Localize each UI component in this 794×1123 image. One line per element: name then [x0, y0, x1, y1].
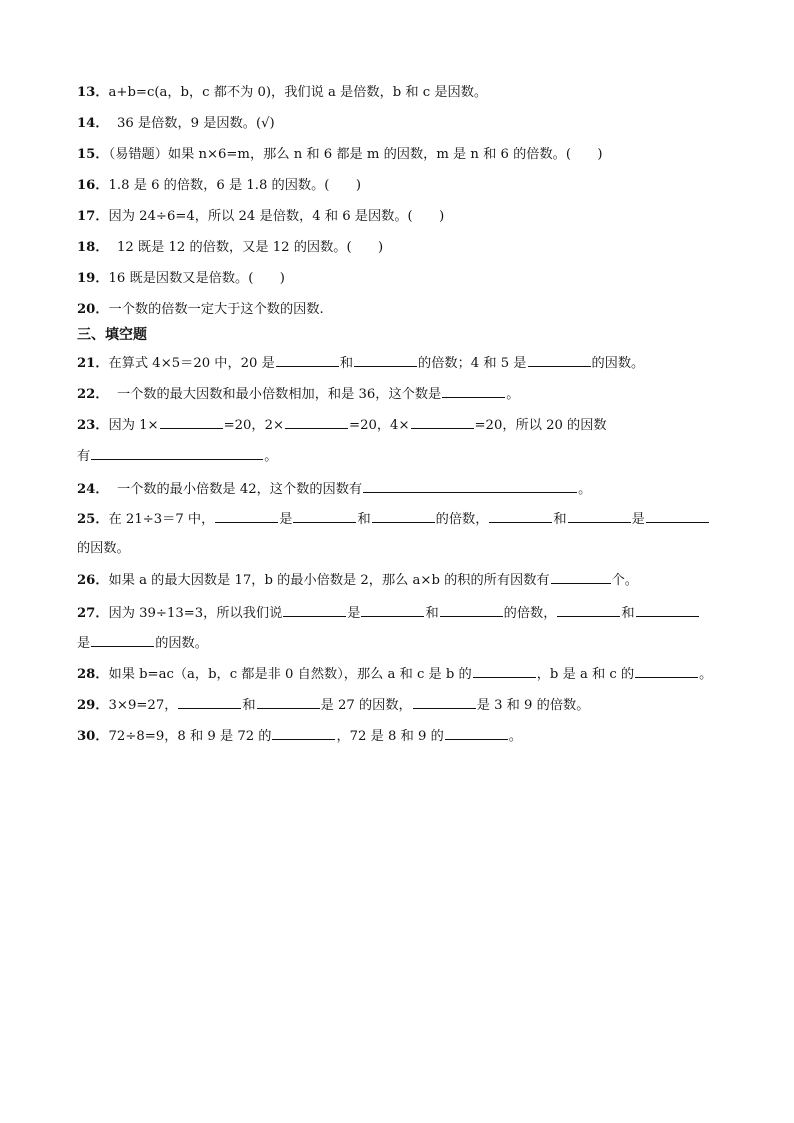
- question-23-continued: 有 。: [77, 446, 724, 466]
- answer-blank[interactable]: [283, 603, 346, 617]
- answer-blank[interactable]: [372, 509, 435, 523]
- answer-blank[interactable]: [363, 479, 577, 493]
- question-19: 19．16 既是因数又是倍数。( ): [77, 271, 285, 286]
- question-29: 29．3×9=27， 和 是 27 的因数， 是 3 和 9 的倍数。: [77, 695, 724, 715]
- answer-blank[interactable]: [354, 353, 417, 367]
- answer-blank[interactable]: [272, 726, 335, 740]
- question-17: 17．因为 24÷6=4，所以 24 是倍数，4 和 6 是因数。( ): [77, 209, 445, 224]
- question-15: 15．（易错题）如果 n×6=m，那么 n 和 6 都是 m 的因数，m 是 n 和 6 的倍数。( ): [77, 147, 603, 162]
- question-27: 27．因为 39÷13=3，所以我们说 是 和 的倍数， 和: [77, 603, 724, 623]
- answer-blank[interactable]: [411, 415, 474, 429]
- question-25-continued: 的因数。: [77, 541, 130, 556]
- question-26: 26．如果 a 的最大因数是 17，b 的最小倍数是 2，那么 a×b 的积的所有因数有 个。: [77, 570, 724, 590]
- answer-blank[interactable]: [528, 353, 591, 367]
- question-30: 30．72÷8=9，8 和 9 是 72 的 ，72 是 8 和 9 的 。: [77, 726, 724, 746]
- answer-blank[interactable]: [646, 509, 709, 523]
- answer-blank[interactable]: [489, 509, 552, 523]
- answer-blank[interactable]: [413, 695, 476, 709]
- answer-blank[interactable]: [557, 603, 620, 617]
- question-20: 20．一个数的倍数一定大于这个数的因数.: [77, 302, 324, 317]
- question-24: 24． 一个数的最小倍数是 42，这个数的因数有 。: [77, 479, 724, 499]
- answer-blank[interactable]: [440, 603, 503, 617]
- answer-blank[interactable]: [160, 415, 223, 429]
- answer-blank[interactable]: [568, 509, 631, 523]
- answer-blank[interactable]: [257, 695, 320, 709]
- question-14: 14． 36 是倍数，9 是因数。(√): [77, 116, 275, 131]
- question-23: 23．因为 1× =20，2× =20，4× =20，所以 20 的因数: [77, 415, 724, 435]
- answer-blank[interactable]: [473, 664, 536, 678]
- question-25: 25．在 21÷3＝7 中， 是 和 的倍数， 和 是: [77, 509, 724, 529]
- answer-blank[interactable]: [285, 415, 348, 429]
- answer-blank[interactable]: [636, 603, 699, 617]
- question-28: 28．如果 b=ac（a，b，c 都是非 0 自然数），那么 a 和 c 是 b 的 ，b 是 a 和 c 的 。: [77, 664, 724, 684]
- answer-blank[interactable]: [276, 353, 339, 367]
- question-18: 18． 12 既是 12 的倍数，又是 12 的因数。( ): [77, 240, 384, 255]
- question-21: 21．在算式 4×5＝20 中，20 是 和 的倍数；4 和 5 是 的因数。: [77, 353, 724, 373]
- answer-blank[interactable]: [551, 570, 611, 584]
- question-16: 16．1.8 是 6 的倍数，6 是 1.8 的因数。( ): [77, 178, 361, 193]
- section-heading: 三、填空题: [77, 327, 147, 343]
- answer-blank[interactable]: [361, 603, 424, 617]
- answer-blank[interactable]: [445, 726, 508, 740]
- answer-blank[interactable]: [178, 695, 241, 709]
- answer-blank[interactable]: [293, 509, 356, 523]
- question-27-continued: 是 的因数。: [77, 633, 724, 653]
- question-13: 13．a+b=c(a，b，c 都不为 0)，我们说 a 是倍数，b 和 c 是因数。: [77, 85, 488, 100]
- answer-blank[interactable]: [91, 633, 154, 647]
- answer-blank[interactable]: [635, 664, 698, 678]
- answer-blank[interactable]: [91, 446, 263, 460]
- answer-blank[interactable]: [215, 509, 278, 523]
- answer-blank[interactable]: [442, 384, 505, 398]
- question-22: 22． 一个数的最大因数和最小倍数相加，和是 36，这个数是 。: [77, 384, 724, 404]
